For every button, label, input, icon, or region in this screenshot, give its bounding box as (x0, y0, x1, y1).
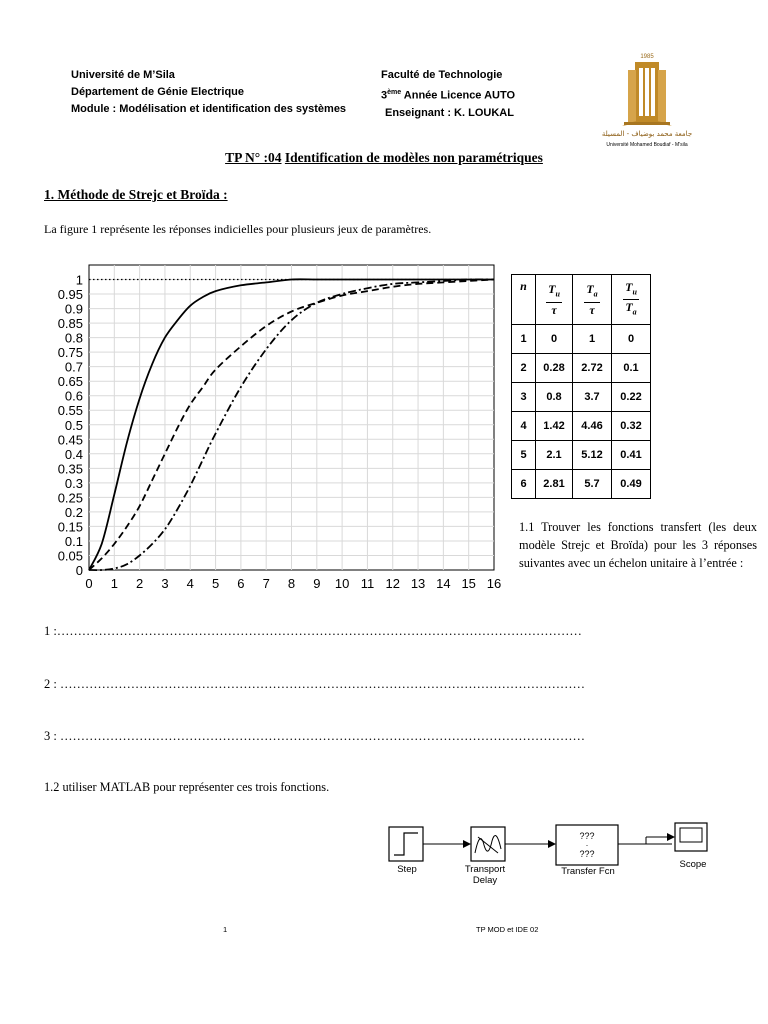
logo-arabic-text: جامعة محمد بوضياف - المسيلة (601, 130, 693, 138)
step-response-chart (40, 260, 502, 598)
y-tick-label: 0.3 (64, 475, 83, 491)
c1-num-sub: u (555, 289, 560, 299)
x-tick-label: 12 (385, 576, 400, 591)
title-prefix: TP N° :04 (225, 150, 282, 165)
cell: 2.81 (536, 470, 573, 499)
x-tick-label: 5 (211, 576, 220, 591)
y-tick-label: 0.25 (57, 490, 83, 506)
y-tick-label: 0.85 (57, 316, 83, 332)
fraction-ta-tau (584, 282, 599, 316)
transport-delay-block[interactable] (471, 827, 505, 861)
y-tick-label: 0 (75, 563, 83, 578)
c3-den: T (625, 300, 633, 314)
x-tick-label: 10 (334, 576, 350, 591)
answer-line-1[interactable]: 1 :……………………………………………………………………………………………………………… (44, 624, 582, 638)
x-tick-label: 16 (486, 576, 502, 591)
x-tick-label: 9 (313, 576, 321, 591)
cell: 5 (512, 441, 536, 470)
university-logo (601, 48, 693, 154)
step-block[interactable] (389, 827, 423, 861)
y-tick-label: 0.7 (64, 359, 83, 375)
col-header-ta-tau (573, 275, 612, 325)
cell: 3.7 (573, 383, 612, 412)
cell: 0.1 (612, 354, 651, 383)
cell: 1 (573, 325, 612, 354)
cell: 6 (512, 470, 536, 499)
svg-text:1985: 1985 (640, 54, 654, 60)
cell: 1.42 (536, 412, 573, 441)
logo-latin-text: Université Mohamed Boudiaf - M’sila (606, 142, 688, 148)
y-tick-label: 0.35 (57, 461, 83, 477)
header-right (381, 67, 601, 122)
fraction-tu-tau (546, 282, 562, 316)
logo-emblem-icon (604, 48, 690, 154)
teacher-text: Enseignant : K. LOUKAL (385, 106, 514, 119)
x-tick-label: 7 (262, 576, 270, 591)
step-label: Step (397, 864, 417, 875)
table-row (512, 412, 651, 441)
x-tick-label: 8 (287, 576, 296, 591)
answer-line-2[interactable]: 2 : ……………………………………………………………………………………………………………… (44, 677, 585, 691)
cell: 0.8 (536, 383, 573, 412)
transport-delay-label: Transport Delay (464, 864, 506, 886)
x-tick-label: 6 (237, 576, 245, 591)
cell: 5.7 (573, 470, 612, 499)
scope-block[interactable] (675, 823, 707, 851)
section-heading: 1. Méthode de Strejc et Broïda : (44, 187, 228, 202)
header-left (71, 67, 381, 118)
n-label: n (520, 279, 527, 293)
y-tick-label: 0.15 (57, 519, 83, 535)
cell: 2.72 (573, 354, 612, 383)
page-title (0, 150, 768, 166)
level-number: 3 (381, 89, 388, 102)
cell: 2 (512, 354, 536, 383)
c3-den-sub: a (632, 307, 637, 317)
c1-den: τ (551, 302, 557, 317)
x-tick-label: 0 (85, 576, 93, 591)
y-tick-label: 0.05 (57, 548, 83, 564)
c2-num: T (586, 282, 594, 297)
x-tick-label: 3 (161, 576, 169, 591)
c1-num: T (548, 282, 556, 297)
x-tick-label: 2 (136, 576, 144, 591)
simulink-diagram (380, 815, 720, 895)
c2-den: τ (589, 302, 595, 317)
scope-screen-icon (680, 828, 702, 842)
answer-line-3[interactable]: 3 : ……………………………………………………………………………………………………………… (44, 729, 585, 743)
scope-label: Scope (679, 859, 707, 870)
tf-numerator: ??? (579, 831, 595, 841)
y-tick-label: 0.9 (64, 301, 83, 317)
cell: 4 (512, 412, 536, 441)
cell: 0 (536, 325, 573, 354)
level-text: Année Licence AUTO (401, 89, 516, 102)
table-row (512, 354, 651, 383)
page-number: 1 (223, 925, 228, 934)
x-tick-label: 4 (186, 576, 194, 591)
table-row (512, 470, 651, 499)
section-intro: La figure 1 représente les réponses indicielles pour plusieurs jeux de paramètres. (44, 222, 432, 236)
y-tick-label: 0.55 (57, 403, 83, 419)
cell: 0.22 (612, 383, 651, 412)
tf-denominator: ??? (579, 849, 595, 859)
cell: 3 (512, 383, 536, 412)
y-tick-label: 0.95 (57, 287, 83, 303)
transfer-fcn-block[interactable] (556, 825, 618, 865)
c2-num-sub: a (593, 289, 598, 299)
y-tick-label: 0.4 (64, 446, 83, 462)
fraction-tu-ta (623, 280, 639, 320)
y-tick-label: 1 (75, 272, 83, 288)
footer-label: TP MOD et IDE 02 (476, 925, 539, 934)
x-tick-label: 15 (461, 576, 476, 591)
y-tick-label: 0.65 (57, 374, 83, 390)
cell: 0.49 (612, 470, 651, 499)
cell: 0.28 (536, 354, 573, 383)
cell: 1 (512, 325, 536, 354)
table-header-row (512, 275, 651, 325)
col-header-n (512, 275, 536, 325)
title-text: Identification de modèles non paramétriques (284, 150, 543, 165)
cell: 5.12 (573, 441, 612, 470)
x-tick-label: 11 (360, 576, 375, 591)
header-teacher (385, 105, 601, 122)
cell: 0 (612, 325, 651, 354)
col-header-tu-ta (612, 275, 651, 325)
col-header-tu-tau (536, 275, 573, 325)
y-tick-label: 0.5 (64, 417, 83, 433)
header-faculty: Faculté de Technologie (381, 69, 503, 81)
header-module: Module : Modélisation et identification des systèmes (71, 103, 347, 115)
y-tick-label: 0.2 (64, 504, 83, 520)
table-row (512, 325, 651, 354)
x-tick-label: 1 (110, 576, 118, 591)
cell: 2.1 (536, 441, 573, 470)
cell: 4.46 (573, 412, 612, 441)
y-tick-label: 0.45 (57, 432, 83, 448)
table-row (512, 383, 651, 412)
c3-num-sub: u (632, 287, 637, 296)
y-tick-label: 0.1 (64, 533, 83, 549)
question-1-2: 1.2 utiliser MATLAB pour représenter ces trois fonctions. (44, 780, 330, 794)
level-sup: ème (387, 89, 402, 96)
cell: 0.32 (612, 412, 651, 441)
header-university: Université de M’Sila (71, 69, 175, 81)
header-department: Département de Génie Electrique (71, 86, 244, 98)
y-tick-label: 0.8 (64, 330, 83, 346)
x-tick-label: 14 (436, 576, 451, 591)
c3-num: T (625, 279, 633, 294)
y-tick-label: 0.75 (57, 345, 83, 361)
transfer-fcn-label: Transfer Fcn (561, 866, 615, 877)
svg-text:-: - (586, 843, 588, 849)
parameter-table (511, 274, 651, 499)
header-level (381, 84, 601, 105)
x-tick-label: 13 (410, 576, 426, 591)
y-tick-label: 0.6 (64, 388, 83, 404)
cell: 0.41 (612, 441, 651, 470)
table-row (512, 441, 651, 470)
question-1-1: 1.1 Trouver les fonctions transfert (les deux modèle Strejc et Broïda) pour les 3 réponses suivantes avec un échelon unitaire à l’entrée : (519, 520, 757, 570)
